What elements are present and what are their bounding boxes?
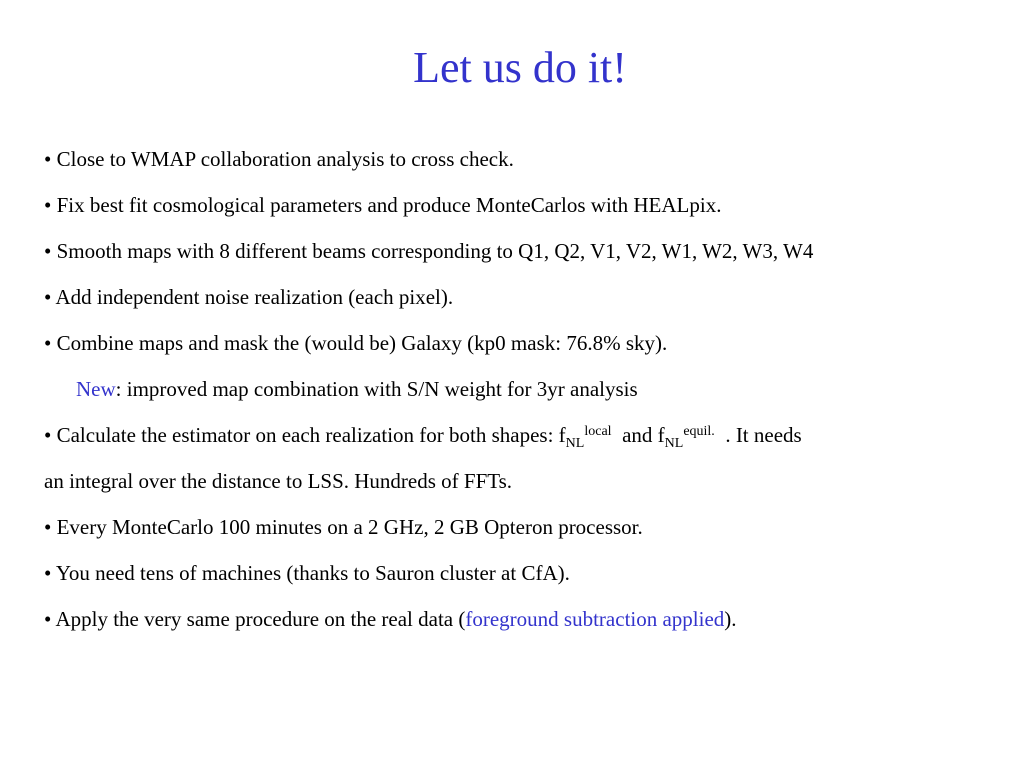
bullet-text: Smooth maps with 8 different beams corresponding to Q1, Q2, V1, V2, W1, W2, W3, W4: [56, 239, 814, 263]
bullet-marker: •: [44, 193, 52, 217]
fnl-subscript-local: NL: [565, 436, 585, 451]
estimator-text-after: . It needs: [725, 423, 802, 447]
bullet-marker: •: [44, 607, 52, 631]
new-label: New: [76, 377, 116, 401]
bullet-text: Add independent noise realization (each pixel).: [55, 285, 454, 309]
bullet-estimator: [44, 421, 802, 449]
estimator-text-before: Calculate the estimator on each realization for both shapes: f: [56, 423, 566, 447]
bullet-marker: •: [44, 515, 52, 539]
bullet-text: Every MonteCarlo 100 minutes on a 2 GHz, 2 GB Opteron processor.: [56, 515, 643, 539]
bullet-marker: •: [44, 331, 52, 355]
bullet-add-noise: [44, 283, 453, 311]
bullet-text: Fix best fit cosmological parameters and produce MonteCarlos with HEALpix.: [56, 193, 722, 217]
real-data-text-after: ).: [724, 607, 737, 631]
bullet-real-data: [44, 605, 737, 633]
bullet-combine-maps: [44, 329, 667, 357]
estimator-continuation: an integral over the distance to LSS. Hundreds of FFTs.: [44, 469, 513, 493]
bullet-marker: •: [44, 239, 52, 263]
fnl-superscript-local: local: [584, 424, 612, 439]
bullet-montecarlo-time: [44, 513, 643, 541]
bullet-machines: [44, 559, 570, 587]
bullet-marker: •: [44, 285, 52, 309]
real-data-text-before: Apply the very same procedure on the real data (: [55, 607, 466, 631]
bullet-marker: •: [44, 561, 52, 585]
bullet-text: Combine maps and mask the (would be) Galaxy (kp0 mask: 76.8% sky).: [56, 331, 668, 355]
foreground-subtraction-highlight: foreground subtraction applied: [465, 607, 725, 631]
new-note-text: : improved map combination with S/N weight for 3yr analysis: [115, 377, 638, 401]
new-note: [76, 375, 638, 403]
bullet-smooth-maps: [44, 237, 813, 265]
fnl-superscript-equil: equil.: [683, 424, 715, 439]
fnl-subscript-equil: NL: [664, 436, 684, 451]
estimator-text-middle: and f: [622, 423, 665, 447]
bullet-fix-parameters: [44, 191, 721, 219]
bullet-text: You need tens of machines (thanks to Sauron cluster at CfA).: [55, 561, 570, 585]
bullet-close-to-wmap: [44, 145, 514, 173]
slide-title: Let us do it!: [413, 43, 627, 92]
bullet-marker: •: [44, 423, 52, 447]
bullet-marker: •: [44, 147, 52, 171]
bullet-text: Close to WMAP collaboration analysis to cross check.: [56, 147, 514, 171]
